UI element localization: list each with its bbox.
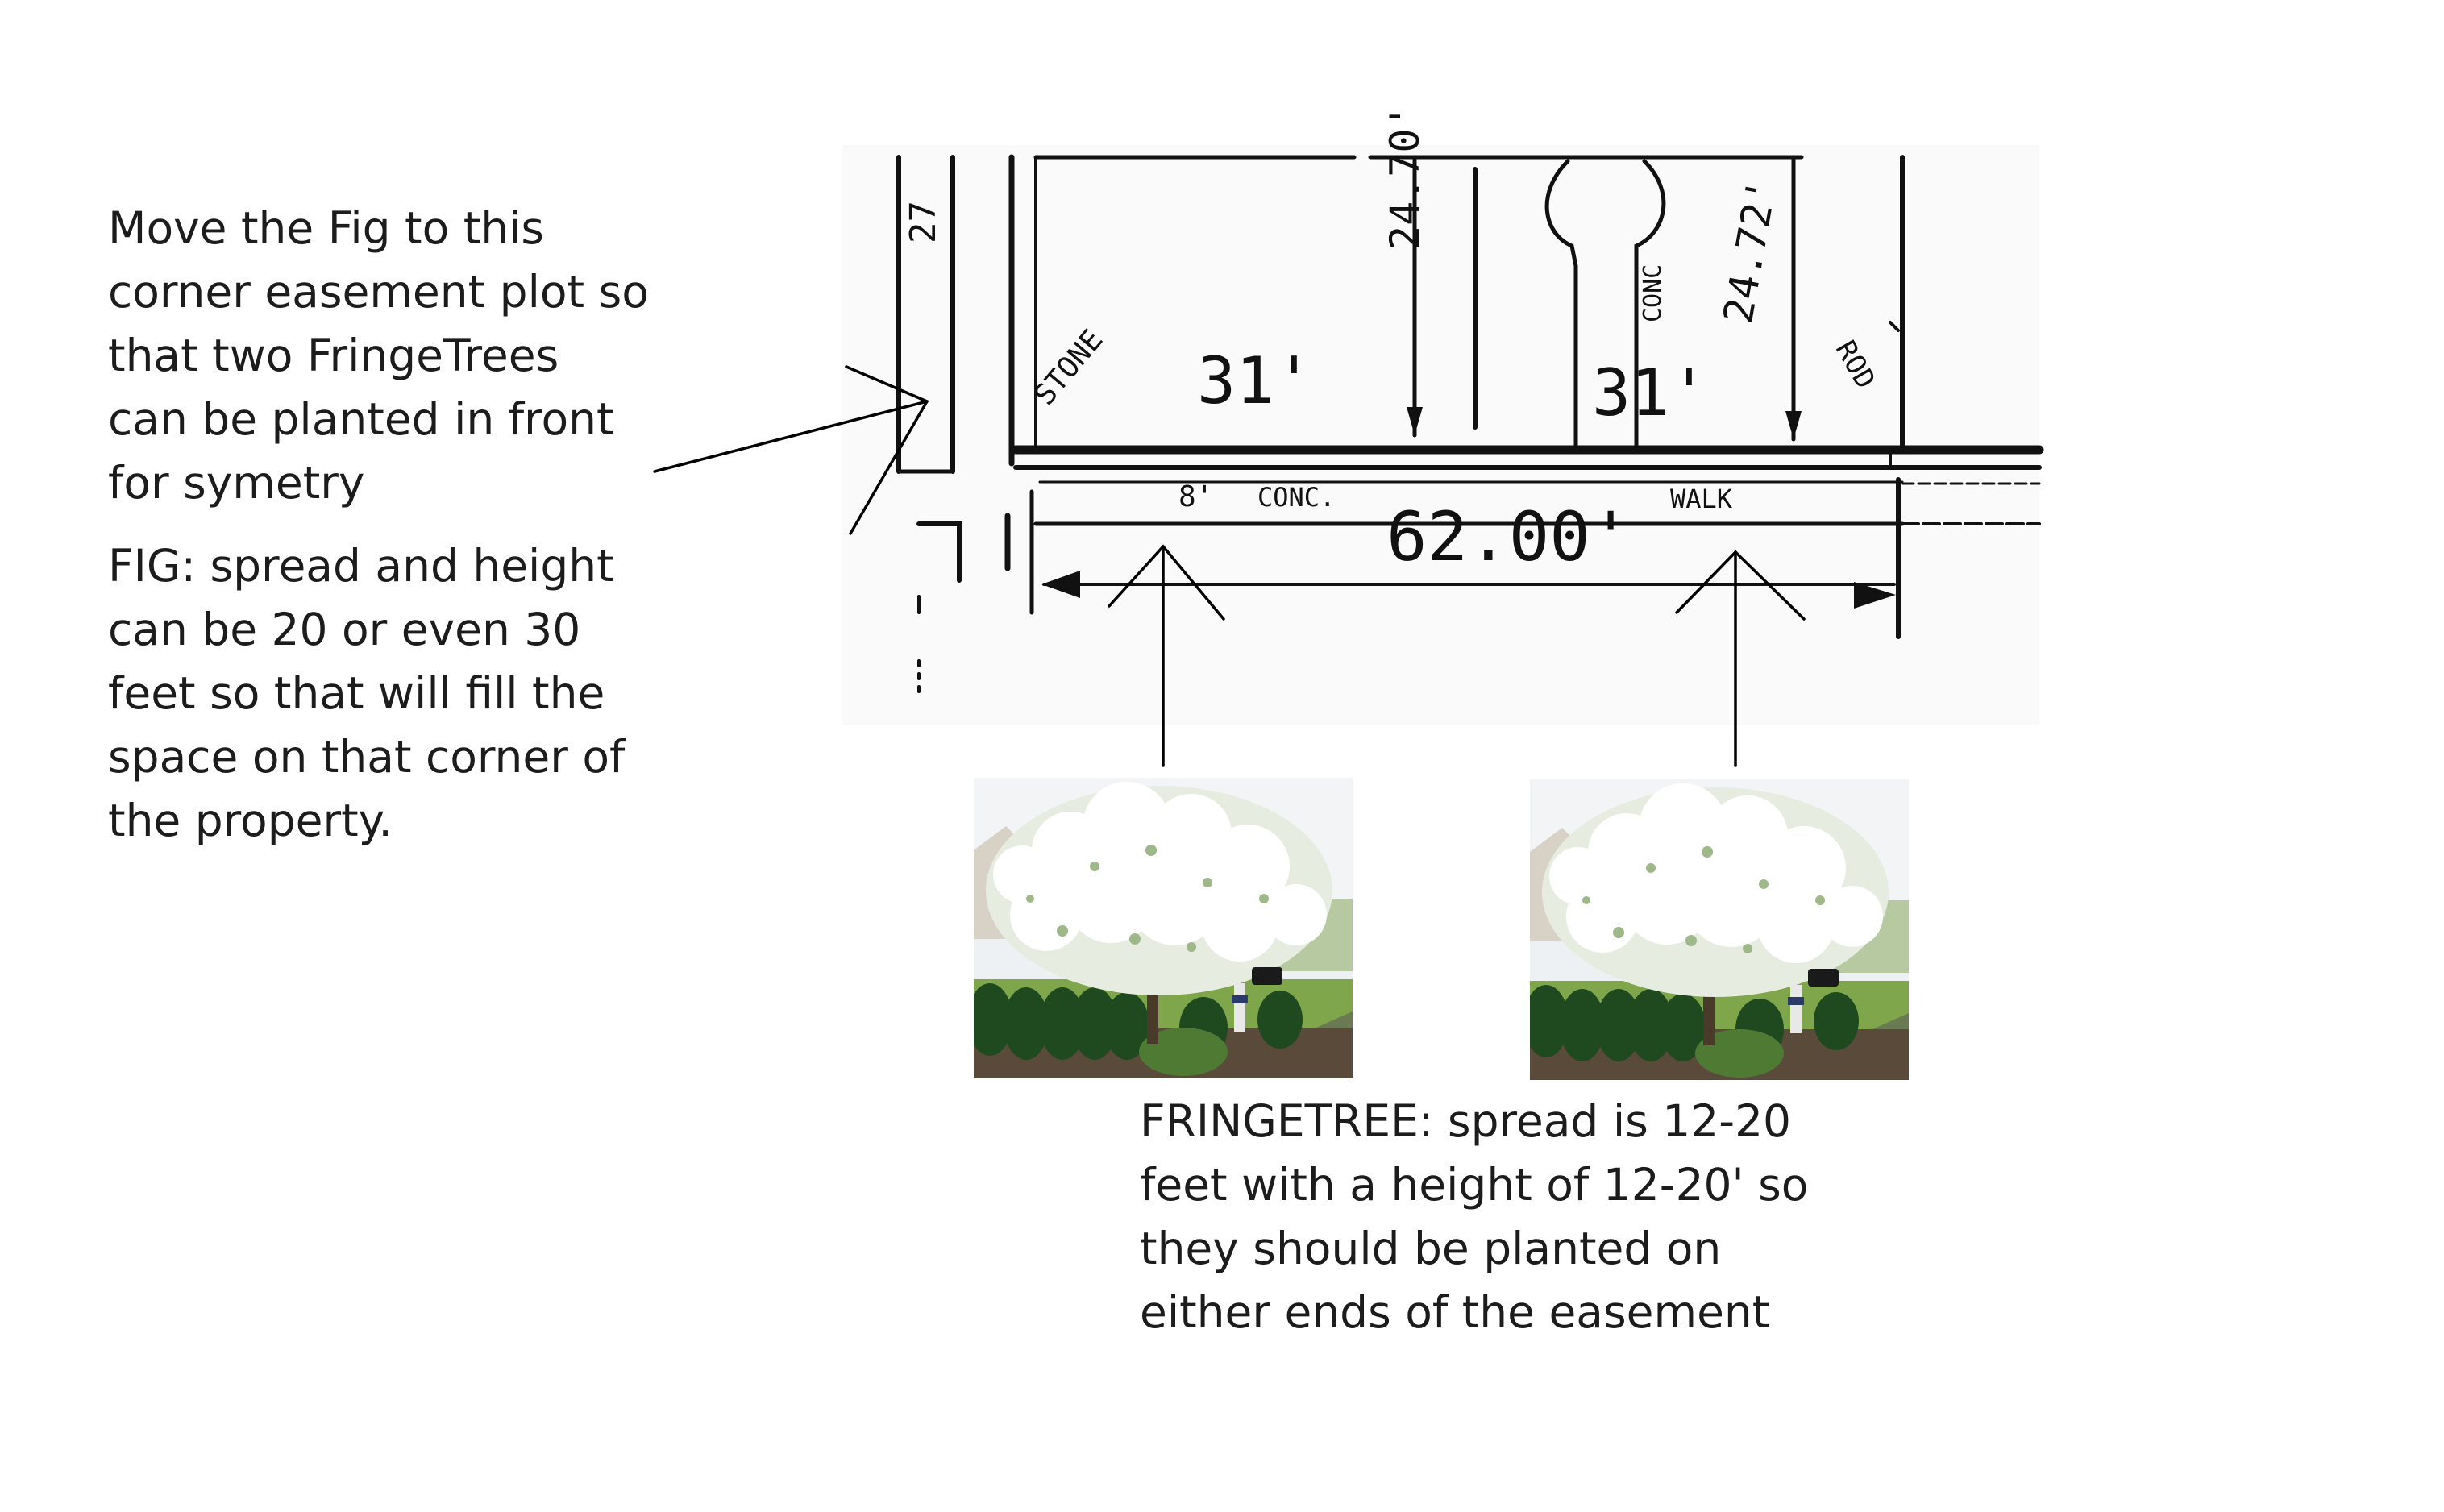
note-line: they should be planted on — [1140, 1223, 1722, 1274]
note-line: can be planted in front — [108, 393, 614, 445]
scan-background — [842, 145, 2039, 725]
fringetree-image — [974, 778, 1353, 1078]
note-line: either ends of the easement — [1140, 1286, 1770, 1338]
walk-width-label: 8' — [1178, 480, 1214, 513]
conc-label: CONC — [1639, 264, 1667, 322]
note-line: FRINGETREE: spread is 12-20 — [1140, 1095, 1792, 1147]
note-line: that two FringeTrees — [108, 330, 559, 381]
fringetree-photo-right — [1530, 779, 1909, 1080]
note-line: FIG: spread and height — [108, 540, 614, 592]
stone-label: STONE — [1028, 323, 1110, 412]
rod-label: ROD — [1828, 335, 1882, 395]
fringetree-photo-left — [974, 778, 1353, 1078]
note-line: feet so that will fill the — [108, 667, 605, 719]
walk-length-label: 62.00' — [1386, 497, 1631, 576]
dim-left-label: 24.70' — [1382, 104, 1428, 250]
lot-left-label: 31' — [1197, 343, 1314, 418]
note-line: corner easement plot so — [108, 266, 649, 318]
dim-right-label: 24.72' — [1715, 175, 1786, 327]
note-line: the property. — [108, 795, 393, 846]
walk-label: WALK — [1670, 484, 1733, 514]
walk-conc-label: CONC. — [1257, 482, 1336, 513]
corner-dim-label: 27 — [903, 201, 944, 243]
lot-right-label: 31' — [1592, 355, 1709, 430]
note-line: feet with a height of 12-20' so — [1140, 1159, 1809, 1211]
note-line: Move the Fig to this — [108, 202, 545, 254]
note-line: space on that corner of — [108, 731, 626, 783]
note-line: for symetry — [108, 457, 365, 509]
note-line: can be 20 or even 30 — [108, 604, 581, 655]
fringetree-image — [1530, 779, 1909, 1080]
